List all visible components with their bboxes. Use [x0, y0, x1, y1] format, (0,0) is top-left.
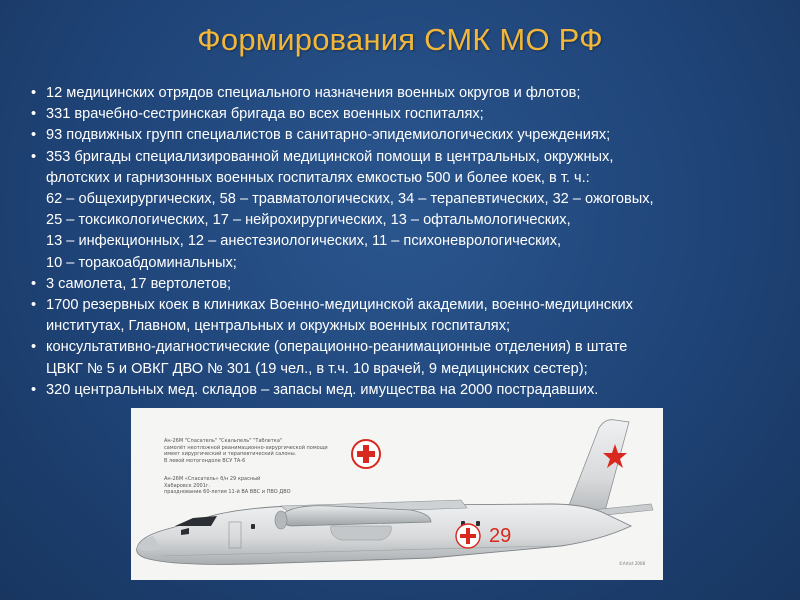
tail-number: 29 [489, 525, 512, 547]
bullet-item [30, 380, 790, 401]
bullet-list [30, 83, 790, 401]
aircraft-image [131, 408, 663, 580]
bullet-line: • 1700 резервных коек в клиниках Военно-медицинской академии, военно-медицинских [46, 297, 633, 314]
slide-title: Формирования СМК МО РФ [197, 22, 603, 57]
bullet-item [30, 147, 790, 274]
bullet-item [30, 337, 790, 379]
bullet-item [30, 274, 790, 295]
bullet-line: 10 – торакоабдоминальных; [46, 254, 237, 271]
bullet-line: • 320 центральных мед. складов – запасы мед. имущества на 2000 пострадавших. [46, 381, 599, 398]
aircraft-caption-top: Ан-26М "Спасатель" "Скальпель" "Таблетка" самолёт неотложной реанимационно-хирургической помощи имеет хирургический и терапевтический салоны. В левой мотогондоле ВСУ ТА-6 [164, 438, 328, 464]
bullet-line: • 93 подвижных групп специалистов в санитарно-эпидемиологических учреждениях; [46, 127, 611, 144]
bullet-item [30, 83, 790, 104]
bullet-line: • консультативно-диагностические (операционно-реанимационные отделения) в штате [46, 339, 628, 356]
bullet-line: • 331 врачебно-сестринская бригада во всех военных госпиталях; [46, 106, 484, 123]
cockpit-window [175, 516, 217, 526]
bullet-line: • 12 медицинских отрядов специального назначения военных округов и флотов; [46, 85, 581, 101]
bullet-line: • 3 самолета, 17 вертолетов; [46, 275, 232, 292]
bullet-line: 25 – токсикологических, 17 – нейрохирургических, 13 – офтальмологических, [46, 212, 571, 229]
fuselage-red-cross [456, 524, 480, 548]
bullet-line: 62 – общехирургических, 58 – травматологических, 34 – терапевтических, 32 – ожоговых, [46, 191, 654, 208]
bullet-item [30, 295, 790, 337]
propeller-spinner [275, 511, 287, 529]
bullet-line: • 353 бригады специализированной медицинской помощи в центральных, окружных, [46, 148, 614, 165]
bullet-line: флотских и гарнизонных военных госпиталях емкостью 500 и более коек, в т. ч.: [46, 169, 590, 186]
bullet-line: 13 – инфекционных, 12 – анестезиологических, 11 – психоневрологических, [46, 233, 562, 250]
emblem-red-cross [352, 440, 380, 468]
bullet-line: институтах, Главном, центральных и окружных военных госпиталях; [46, 318, 511, 335]
image-credit: ©Artist 2008 [618, 561, 645, 566]
an26-aircraft-drawing [131, 408, 663, 580]
bullet-item [30, 104, 790, 125]
bullet-line: ЦВКГ № 5 и ОВКГ ДВО № 301 (19 чел., в т.ч. 10 врачей, 9 медицинских сестер); [46, 360, 588, 377]
bullet-item [30, 125, 790, 146]
aircraft-caption-bottom: Ан-26М «Спасатель» б/н 29 красный Хабаровск 2001г. празднование 60-летия 11-й ВА ВВС и ПВО ДВО [164, 476, 291, 495]
